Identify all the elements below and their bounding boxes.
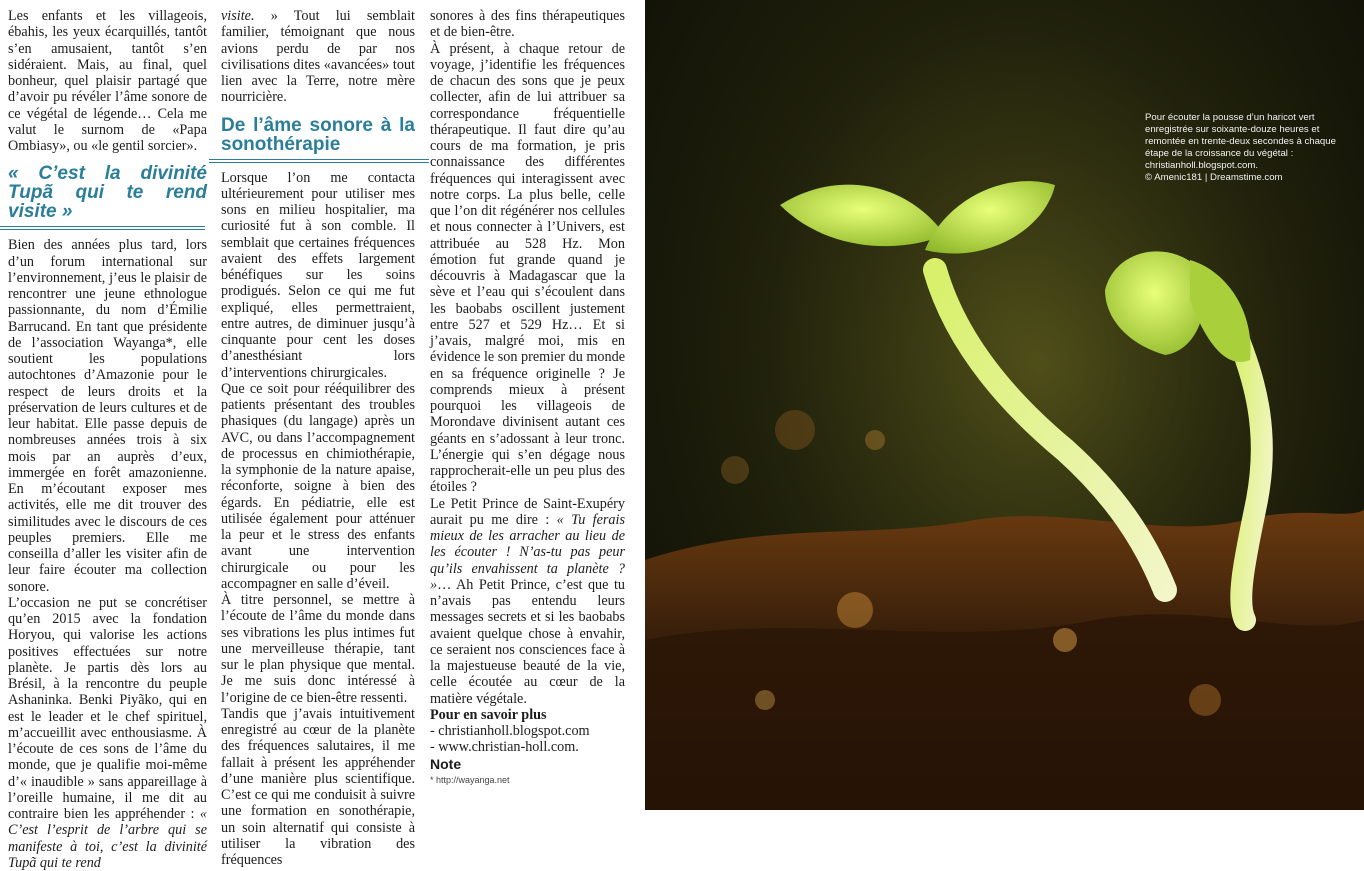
paragraph: Lorsque l’on me contacta ultérieurement pour utiliser mes sons en milieu hospitalier, ma curiosité fut à son comble. Il semblait que certaines fréquences avaient des effets largement bénéfiques sur les soins prodigués. Selon ce qui me fut expliqué, elles permettraient, entre autres, de diminuer jusqu’à cinquante pour cent les doses d’anesthésiant lors d’interventions chirurgicales. bbox=[221, 169, 415, 381]
subheading-tupa: « C’est la divinité Tupã qui te rend visite » bbox=[8, 163, 207, 223]
column-1 bbox=[8, 8, 207, 871]
paragraph: sonores à des fins thérapeutiques et de bien-être. bbox=[430, 8, 625, 41]
quote: « Tu ferais mieux de les arracher au lieu de les écouter ! N’as-tu pas peur qu’ils envahissent ta planète ? » bbox=[430, 511, 625, 593]
caption-text: Pour écouter la pousse d’un haricot vert enregistrée sur soixante-douze heures et remontée en trente-deux secondes à chaque étape de la croissance du végétal : christianholl.blogspot.com. bbox=[1145, 112, 1336, 171]
column-2 bbox=[221, 8, 415, 868]
paragraph: Les enfants et les villageois, ébahis, les yeux écarquillés, tantôt s’en amusaient, tantôt s’en sidéraient. Mais, au final, quel bonheur, quel plaisir partagé que d’avoir pu révéler l’âme sonore de ce végétal de légende… Cela me valut le surnom de «Papa Ombiasy», ou «le gentil sorcier». bbox=[8, 8, 207, 154]
more-info-title: Pour en savoir plus bbox=[430, 706, 547, 723]
paragraph: Bien des années plus tard, lors d’un forum international sur l’environnement, j’eus le plaisir de rencontrer une jeune ethnologue passionnante, du nom d’Émilie Barrucand. En tant que présidente de l’association Wayanga*, elle soutient les populations autochtones d’Amazonie pour le respect de leurs droits et la préservation de leurs cultures et de leur habitat. Elle passe depuis de nombreuses années trois à six mois par an auprès d’eux, immergée en forêt amazonienne. En m’écoutant exposer mes activités, elle me dit trouver des similitudes avec le discours de ces peuples premiers. Elle me conseilla d’aller les visiter afin de leur faire écouter ma collection sonore. bbox=[8, 237, 207, 595]
column-3 bbox=[430, 8, 625, 788]
subheading-sonotherapie: De l’âme sonore à la sonothérapie bbox=[221, 114, 415, 155]
seedling-photo bbox=[645, 0, 1364, 810]
article-page bbox=[0, 0, 645, 871]
paragraph: Que ce soit pour rééquilibrer des patients présentant des troubles phasiques (du langage) après un AVC, ou dans l’accompagnement de processus en chimiothérapie, la symphonie de la nature apaise, réconforte, soigne à bien des égards. En pédiatrie, elle est utilisée également pour atténuer la peur et le stress des enfants avant une intervention chirurgicale ou pour les accompagner en salle d’éveil. bbox=[221, 380, 415, 592]
paragraph: À présent, à chaque retour de voyage, j’identifie les fréquences de chacun des sons que je peux collecter, afin de lui attribuer sa correspondance fréquentielle thérapeutique. Il faut dire qu’au cours de ma formation, je pris connaissance des différentes fréquences qui interagissent avec notre corps. La plus belle, celle que l’on dit régénérer nos cellules et nous connecter à l’Univers, est attribuée au 528 Hz. Mon émotion fut grande quand je découvris à Madagascar que la sève et l’eau qui s’écoulent dans les baobabs oscillent justement entre 527 et 529 Hz… Et si j’avais, malgré moi, mis en évidence le son premier du monde en sa fréquence originelle ? Je comprends mieux à présent pourquoi les villageois de Morondave divinisent autant ces géants en s’adossant à leur tronc. L’énergie qui s’en dégage nous rapprocherait-elle un peu plus des étoiles ? bbox=[430, 40, 626, 496]
link-website[interactable]: - www.christian-holl.com. bbox=[430, 739, 579, 756]
photo-credit: © Amenic181 | Dreamstime.com bbox=[1145, 172, 1283, 183]
paragraph: visite. » Tout lui semblait familier, témoignant que nous avions perdu de par nos civilisations dites «avancées» tout lien avec la Terre, notre mère nourricière. bbox=[221, 8, 415, 106]
subheading-rule bbox=[0, 226, 205, 230]
subheading-rule bbox=[209, 159, 429, 163]
note-title: Note bbox=[430, 755, 462, 772]
note-text: * http://wayanga.net bbox=[430, 774, 510, 785]
paragraph: Tandis que j’avais intuitivement enregistré au cœur de la planète des fréquences salutaires, il me fallait à présent les appréhender d’une manière plus scientifique. C’est ce qui me conduisit à suivre une formation en sonothérapie, un soin alternatif qui consiste à utiliser la vibration des fréquences bbox=[221, 705, 415, 868]
photo-caption bbox=[1145, 112, 1349, 184]
quote: « C’est l’esprit de l’arbre qui se manifeste à toi, c’est la divinité Tupã qui te rend bbox=[8, 806, 207, 871]
paragraph: À titre personnel, se mettre à l’écoute de l’âme du monde dans ses vibrations les plus intimes fut une merveilleuse thérapie, tant sur le plan physique que mental. Je me suis donc intéressé à l’origine de ce bien-être ressenti. bbox=[221, 592, 415, 706]
link-blog[interactable]: - christianholl.blogspot.com bbox=[430, 723, 590, 739]
paragraph: L’occasion ne put se concrétiser qu’en 2015 avec la fondation Horyou, qui valorise les actions positives effectuées sur notre planète. Je partis dès lors au Brésil, à la rencontre du peuple Ashaninka. Benki Piyãko, qui en est le leader et le chef spirituel, m’accueillit avec enthousiasme. À l’écoute de ces sons de l’âme du monde, que je qualifie moi-même d’« inaudible » sans appareillage à l’oreille humaine, il me dit au contraire bien les appréhender : « C’est l’esprit de l’arbre qui se manifeste à toi, c’est la divinité Tupã qui te rend bbox=[8, 594, 207, 871]
paragraph: Le Petit Prince de Saint-Exupéry aurait pu me dire : « Tu ferais mieux de les arracher au lieu de les écouter ! N’as-tu pas peur qu’ils envahissent ta planète ? »… Ah Petit Prince, c’est que tu n’avais pas entendu leurs messages secrets et si les baobabs avaient quelque chose à envahir, ce seraient nos consciences face à la majestueuse beauté de la vie, celle écoutée au cœur de la matière végétale. bbox=[430, 495, 625, 707]
